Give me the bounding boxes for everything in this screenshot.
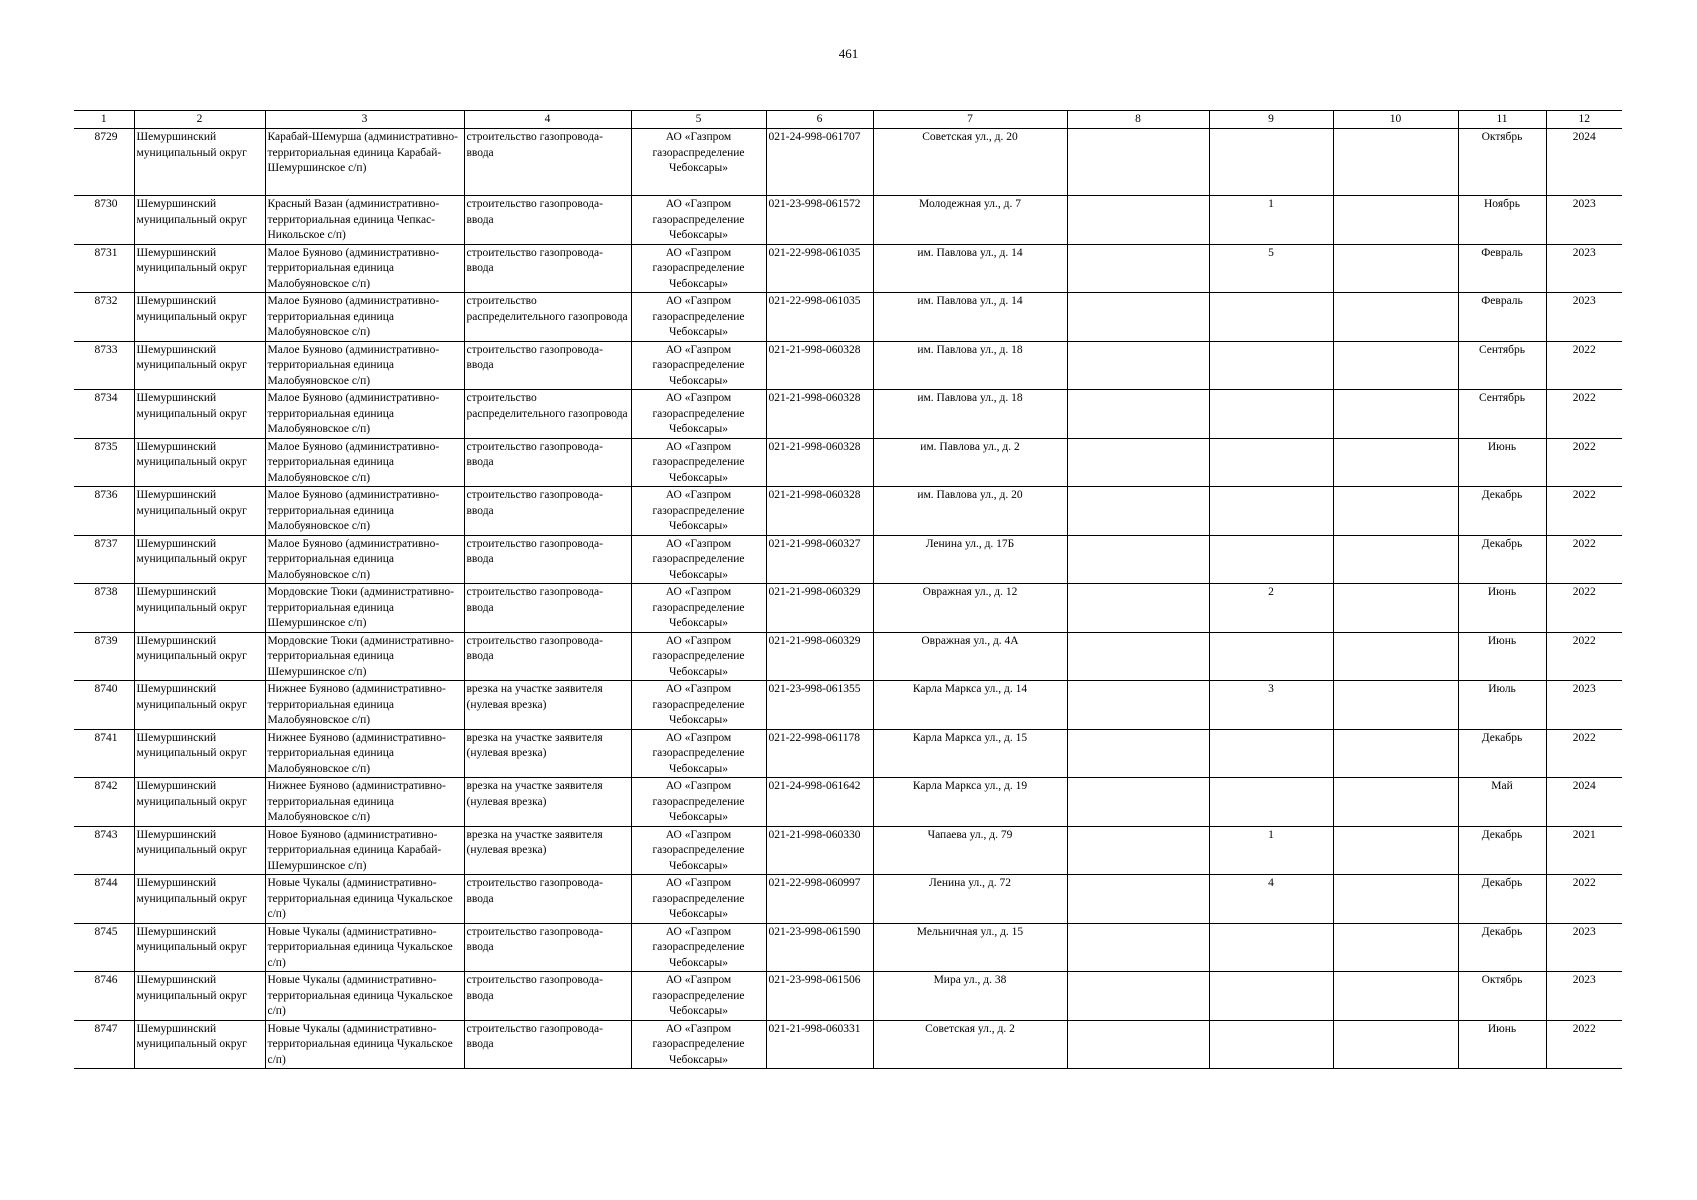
year-cell: 2023 (1546, 972, 1622, 1021)
settlement-cell: Малое Буяново (административно-территориальная единица Малобуяновское с/п) (265, 390, 464, 439)
district-cell: Шемуршинский муниципальный округ (134, 729, 265, 778)
column-8-cell (1067, 487, 1209, 536)
month-cell: Февраль (1458, 244, 1546, 293)
settlement-cell: Новые Чукалы (административно-территориальная единица Чукальское с/п) (265, 923, 464, 972)
organization-cell: АО «Газпром газораспределение Чебоксары» (631, 1020, 766, 1069)
work-type-cell: строительство газопровода-ввода (464, 632, 631, 681)
address-cell: Ленина ул., д. 17Б (873, 535, 1067, 584)
column-8-cell (1067, 196, 1209, 245)
application-code-cell: 021-21-998-060328 (766, 390, 873, 439)
settlement-cell: Нижнее Буяново (административно-территориальная единица Малобуяновское с/п) (265, 729, 464, 778)
table-row (74, 778, 1622, 827)
settlement-cell: Нижнее Буяново (административно-территориальная единица Малобуяновское с/п) (265, 681, 464, 730)
column-10-cell (1333, 1020, 1458, 1069)
work-type-cell: строительство газопровода-ввода (464, 875, 631, 924)
row-number-cell: 8745 (74, 923, 134, 972)
district-cell: Шемуршинский муниципальный округ (134, 390, 265, 439)
work-type-cell: строительство газопровода-ввода (464, 341, 631, 390)
year-cell: 2023 (1546, 681, 1622, 730)
year-cell: 2022 (1546, 390, 1622, 439)
column-9-cell (1209, 390, 1333, 439)
month-cell: Декабрь (1458, 729, 1546, 778)
address-cell: им. Павлова ул., д. 14 (873, 244, 1067, 293)
application-code-cell: 021-21-998-060331 (766, 1020, 873, 1069)
row-number-cell: 8743 (74, 826, 134, 875)
row-number-cell: 8744 (74, 875, 134, 924)
organization-cell: АО «Газпром газораспределение Чебоксары» (631, 390, 766, 439)
column-header: 6 (766, 111, 873, 129)
district-cell: Шемуршинский муниципальный округ (134, 778, 265, 827)
table-row (74, 244, 1622, 293)
application-code-cell: 021-22-998-061178 (766, 729, 873, 778)
column-10-cell (1333, 535, 1458, 584)
organization-cell: АО «Газпром газораспределение Чебоксары» (631, 632, 766, 681)
column-8-cell (1067, 244, 1209, 293)
settlement-cell: Новые Чукалы (административно-территориальная единица Чукальское с/п) (265, 875, 464, 924)
address-cell: Ленина ул., д. 72 (873, 875, 1067, 924)
district-cell: Шемуршинский муниципальный округ (134, 972, 265, 1021)
district-cell: Шемуршинский муниципальный округ (134, 923, 265, 972)
column-8-cell (1067, 535, 1209, 584)
column-10-cell (1333, 632, 1458, 681)
row-number-cell: 8733 (74, 341, 134, 390)
month-cell: Декабрь (1458, 535, 1546, 584)
column-9-cell: 2 (1209, 584, 1333, 633)
organization-cell: АО «Газпром газораспределение Чебоксары» (631, 681, 766, 730)
address-cell: Советская ул., д. 2 (873, 1020, 1067, 1069)
organization-cell: АО «Газпром газораспределение Чебоксары» (631, 826, 766, 875)
address-cell: Мельничная ул., д. 15 (873, 923, 1067, 972)
month-cell: Декабрь (1458, 487, 1546, 536)
table-row (74, 341, 1622, 390)
application-code-cell: 021-23-998-061506 (766, 972, 873, 1021)
address-cell: им. Павлова ул., д. 18 (873, 390, 1067, 439)
work-type-cell: строительство газопровода-ввода (464, 972, 631, 1021)
month-cell: Май (1458, 778, 1546, 827)
work-type-cell: строительство газопровода-ввода (464, 535, 631, 584)
column-header: 8 (1067, 111, 1209, 129)
month-cell: Сентябрь (1458, 341, 1546, 390)
table-row (74, 972, 1622, 1021)
row-number-cell: 8736 (74, 487, 134, 536)
column-10-cell (1333, 129, 1458, 196)
month-cell: Декабрь (1458, 923, 1546, 972)
column-10-cell (1333, 681, 1458, 730)
district-cell: Шемуршинский муниципальный округ (134, 438, 265, 487)
year-cell: 2023 (1546, 244, 1622, 293)
column-9-cell (1209, 923, 1333, 972)
column-10-cell (1333, 729, 1458, 778)
application-code-cell: 021-23-998-061572 (766, 196, 873, 245)
organization-cell: АО «Газпром газораспределение Чебоксары» (631, 129, 766, 196)
application-code-cell: 021-22-998-061035 (766, 244, 873, 293)
column-8-cell (1067, 729, 1209, 778)
year-cell: 2022 (1546, 729, 1622, 778)
organization-cell: АО «Газпром газораспределение Чебоксары» (631, 923, 766, 972)
column-10-cell (1333, 778, 1458, 827)
column-8-cell (1067, 584, 1209, 633)
month-cell: Октябрь (1458, 972, 1546, 1021)
table-row (74, 129, 1622, 196)
table-row (74, 923, 1622, 972)
settlement-cell: Малое Буяново (административно-территориальная единица Малобуяновское с/п) (265, 244, 464, 293)
column-8-cell (1067, 923, 1209, 972)
district-cell: Шемуршинский муниципальный округ (134, 875, 265, 924)
table-row (74, 826, 1622, 875)
settlement-cell: Карабай-Шемурша (административно-территориальная единица Карабай-Шемуршинское с/п) (265, 129, 464, 196)
column-header: 2 (134, 111, 265, 129)
row-number-cell: 8740 (74, 681, 134, 730)
column-header: 11 (1458, 111, 1546, 129)
address-cell: им. Павлова ул., д. 18 (873, 341, 1067, 390)
application-code-cell: 021-21-998-060328 (766, 487, 873, 536)
column-8-cell (1067, 826, 1209, 875)
work-type-cell: врезка на участке заявителя (нулевая врезка) (464, 778, 631, 827)
application-code-cell: 021-24-998-061642 (766, 778, 873, 827)
column-10-cell (1333, 972, 1458, 1021)
work-type-cell: строительство газопровода-ввода (464, 584, 631, 633)
district-cell: Шемуршинский муниципальный округ (134, 129, 265, 196)
column-9-cell: 1 (1209, 196, 1333, 245)
table-row (74, 875, 1622, 924)
table-row (74, 438, 1622, 487)
district-cell: Шемуршинский муниципальный округ (134, 584, 265, 633)
work-type-cell: строительство газопровода-ввода (464, 244, 631, 293)
column-header: 9 (1209, 111, 1333, 129)
address-cell: Мира ул., д. 38 (873, 972, 1067, 1021)
column-header: 10 (1333, 111, 1458, 129)
application-code-cell: 021-21-998-060330 (766, 826, 873, 875)
column-9-cell: 5 (1209, 244, 1333, 293)
settlement-cell: Малое Буяново (административно-территориальная единица Малобуяновское с/п) (265, 341, 464, 390)
column-10-cell (1333, 584, 1458, 633)
organization-cell: АО «Газпром газораспределение Чебоксары» (631, 584, 766, 633)
column-8-cell (1067, 875, 1209, 924)
row-number-cell: 8732 (74, 293, 134, 342)
settlement-cell: Красный Вазан (административно-территориальная единица Чепкас-Никольское с/п) (265, 196, 464, 245)
organization-cell: АО «Газпром газораспределение Чебоксары» (631, 196, 766, 245)
column-9-cell (1209, 1020, 1333, 1069)
table-row (74, 681, 1622, 730)
column-9-cell (1209, 129, 1333, 196)
column-8-cell (1067, 1020, 1209, 1069)
table-row (74, 535, 1622, 584)
column-9-cell (1209, 438, 1333, 487)
application-code-cell: 021-23-998-061355 (766, 681, 873, 730)
column-header: 7 (873, 111, 1067, 129)
column-10-cell (1333, 293, 1458, 342)
address-cell: Овражная ул., д. 4А (873, 632, 1067, 681)
month-cell: Июнь (1458, 632, 1546, 681)
column-10-cell (1333, 341, 1458, 390)
organization-cell: АО «Газпром газораспределение Чебоксары» (631, 293, 766, 342)
year-cell: 2022 (1546, 438, 1622, 487)
row-number-cell: 8730 (74, 196, 134, 245)
settlement-cell: Малое Буяново (административно-территориальная единица Малобуяновское с/п) (265, 535, 464, 584)
application-code-cell: 021-23-998-061590 (766, 923, 873, 972)
column-9-cell (1209, 535, 1333, 584)
district-cell: Шемуршинский муниципальный округ (134, 681, 265, 730)
column-header: 1 (74, 111, 134, 129)
district-cell: Шемуршинский муниципальный округ (134, 632, 265, 681)
column-10-cell (1333, 923, 1458, 972)
work-type-cell: врезка на участке заявителя (нулевая врезка) (464, 729, 631, 778)
year-cell: 2022 (1546, 632, 1622, 681)
organization-cell: АО «Газпром газораспределение Чебоксары» (631, 438, 766, 487)
application-code-cell: 021-21-998-060328 (766, 341, 873, 390)
row-number-cell: 8729 (74, 129, 134, 196)
column-header-row (74, 111, 1622, 129)
column-9-cell: 3 (1209, 681, 1333, 730)
row-number-cell: 8741 (74, 729, 134, 778)
registry-table (74, 110, 1622, 1069)
column-header: 3 (265, 111, 464, 129)
table-row (74, 487, 1622, 536)
year-cell: 2022 (1546, 1020, 1622, 1069)
organization-cell: АО «Газпром газораспределение Чебоксары» (631, 875, 766, 924)
column-9-cell (1209, 729, 1333, 778)
column-header: 4 (464, 111, 631, 129)
work-type-cell: строительство газопровода-ввода (464, 1020, 631, 1069)
column-8-cell (1067, 778, 1209, 827)
organization-cell: АО «Газпром газораспределение Чебоксары» (631, 729, 766, 778)
row-number-cell: 8739 (74, 632, 134, 681)
address-cell: Карла Маркса ул., д. 15 (873, 729, 1067, 778)
column-8-cell (1067, 293, 1209, 342)
column-9-cell (1209, 632, 1333, 681)
settlement-cell: Новое Буяново (административно-территориальная единица Карабай-Шемуршинское с/п) (265, 826, 464, 875)
organization-cell: АО «Газпром газораспределение Чебоксары» (631, 535, 766, 584)
row-number-cell: 8731 (74, 244, 134, 293)
application-code-cell: 021-21-998-060329 (766, 584, 873, 633)
row-number-cell: 8747 (74, 1020, 134, 1069)
settlement-cell: Новые Чукалы (административно-территориальная единица Чукальское с/п) (265, 972, 464, 1021)
organization-cell: АО «Газпром газораспределение Чебоксары» (631, 778, 766, 827)
work-type-cell: строительство распределительного газопровода (464, 390, 631, 439)
column-10-cell (1333, 390, 1458, 439)
column-8-cell (1067, 632, 1209, 681)
table-row (74, 584, 1622, 633)
column-10-cell (1333, 244, 1458, 293)
month-cell: Июнь (1458, 1020, 1546, 1069)
year-cell: 2022 (1546, 341, 1622, 390)
month-cell: Февраль (1458, 293, 1546, 342)
row-number-cell: 8735 (74, 438, 134, 487)
work-type-cell: строительство газопровода-ввода (464, 196, 631, 245)
year-cell: 2024 (1546, 778, 1622, 827)
settlement-cell: Мордовские Тюки (административно-территориальная единица Шемуршинское с/п) (265, 632, 464, 681)
column-9-cell (1209, 341, 1333, 390)
table-row (74, 293, 1622, 342)
district-cell: Шемуршинский муниципальный округ (134, 341, 265, 390)
year-cell: 2022 (1546, 487, 1622, 536)
column-8-cell (1067, 341, 1209, 390)
address-cell: Молодежная ул., д. 7 (873, 196, 1067, 245)
district-cell: Шемуршинский муниципальный округ (134, 244, 265, 293)
application-code-cell: 021-22-998-061035 (766, 293, 873, 342)
work-type-cell: строительство газопровода-ввода (464, 438, 631, 487)
column-8-cell (1067, 390, 1209, 439)
organization-cell: АО «Газпром газораспределение Чебоксары» (631, 341, 766, 390)
settlement-cell: Нижнее Буяново (административно-территориальная единица Малобуяновское с/п) (265, 778, 464, 827)
month-cell: Июнь (1458, 584, 1546, 633)
column-8-cell (1067, 438, 1209, 487)
column-header: 5 (631, 111, 766, 129)
table-row (74, 729, 1622, 778)
month-cell: Октябрь (1458, 129, 1546, 196)
year-cell: 2024 (1546, 129, 1622, 196)
work-type-cell: врезка на участке заявителя (нулевая врезка) (464, 826, 631, 875)
address-cell: им. Павлова ул., д. 14 (873, 293, 1067, 342)
year-cell: 2023 (1546, 293, 1622, 342)
column-9-cell: 1 (1209, 826, 1333, 875)
year-cell: 2022 (1546, 535, 1622, 584)
row-number-cell: 8737 (74, 535, 134, 584)
year-cell: 2022 (1546, 584, 1622, 633)
page-number: 461 (838, 46, 859, 61)
work-type-cell: строительство газопровода-ввода (464, 129, 631, 196)
year-cell: 2022 (1546, 875, 1622, 924)
settlement-cell: Мордовские Тюки (административно-территориальная единица Шемуршинское с/п) (265, 584, 464, 633)
column-10-cell (1333, 487, 1458, 536)
work-type-cell: врезка на участке заявителя (нулевая врезка) (464, 681, 631, 730)
year-cell: 2023 (1546, 196, 1622, 245)
column-10-cell (1333, 826, 1458, 875)
address-cell: Чапаева ул., д. 79 (873, 826, 1067, 875)
column-10-cell (1333, 196, 1458, 245)
column-10-cell (1333, 438, 1458, 487)
column-10-cell (1333, 875, 1458, 924)
organization-cell: АО «Газпром газораспределение Чебоксары» (631, 244, 766, 293)
month-cell: Июль (1458, 681, 1546, 730)
address-cell: Карла Маркса ул., д. 19 (873, 778, 1067, 827)
table-row (74, 632, 1622, 681)
table-row (74, 1020, 1622, 1069)
work-type-cell: строительство распределительного газопровода (464, 293, 631, 342)
settlement-cell: Малое Буяново (административно-территориальная единица Малобуяновское с/п) (265, 438, 464, 487)
work-type-cell: строительство газопровода-ввода (464, 923, 631, 972)
row-number-cell: 8742 (74, 778, 134, 827)
settlement-cell: Малое Буяново (административно-территориальная единица Малобуяновское с/п) (265, 293, 464, 342)
application-code-cell: 021-22-998-060997 (766, 875, 873, 924)
column-9-cell (1209, 293, 1333, 342)
column-9-cell (1209, 778, 1333, 827)
month-cell: Ноябрь (1458, 196, 1546, 245)
work-type-cell: строительство газопровода-ввода (464, 487, 631, 536)
row-number-cell: 8734 (74, 390, 134, 439)
column-9-cell: 4 (1209, 875, 1333, 924)
month-cell: Декабрь (1458, 826, 1546, 875)
district-cell: Шемуршинский муниципальный округ (134, 487, 265, 536)
settlement-cell: Малое Буяново (административно-территориальная единица Малобуяновское с/п) (265, 487, 464, 536)
application-code-cell: 021-21-998-060328 (766, 438, 873, 487)
organization-cell: АО «Газпром газораспределение Чебоксары» (631, 972, 766, 1021)
address-cell: Советская ул., д. 20 (873, 129, 1067, 196)
column-9-cell (1209, 487, 1333, 536)
column-header: 12 (1546, 111, 1622, 129)
month-cell: Декабрь (1458, 875, 1546, 924)
application-code-cell: 021-21-998-060327 (766, 535, 873, 584)
table-row (74, 390, 1622, 439)
table-body (74, 129, 1622, 1069)
column-9-cell (1209, 972, 1333, 1021)
address-cell: им. Павлова ул., д. 20 (873, 487, 1067, 536)
organization-cell: АО «Газпром газораспределение Чебоксары» (631, 487, 766, 536)
address-cell: им. Павлова ул., д. 2 (873, 438, 1067, 487)
address-cell: Карла Маркса ул., д. 14 (873, 681, 1067, 730)
column-8-cell (1067, 129, 1209, 196)
month-cell: Сентябрь (1458, 390, 1546, 439)
row-number-cell: 8738 (74, 584, 134, 633)
column-8-cell (1067, 681, 1209, 730)
district-cell: Шемуршинский муниципальный округ (134, 196, 265, 245)
district-cell: Шемуршинский муниципальный округ (134, 293, 265, 342)
application-code-cell: 021-24-998-061707 (766, 129, 873, 196)
year-cell: 2023 (1546, 923, 1622, 972)
settlement-cell: Новые Чукалы (административно-территориальная единица Чукальское с/п) (265, 1020, 464, 1069)
table-row (74, 196, 1622, 245)
row-number-cell: 8746 (74, 972, 134, 1021)
district-cell: Шемуршинский муниципальный округ (134, 1020, 265, 1069)
year-cell: 2021 (1546, 826, 1622, 875)
application-code-cell: 021-21-998-060329 (766, 632, 873, 681)
district-cell: Шемуршинский муниципальный округ (134, 826, 265, 875)
address-cell: Овражная ул., д. 12 (873, 584, 1067, 633)
column-8-cell (1067, 972, 1209, 1021)
month-cell: Июнь (1458, 438, 1546, 487)
district-cell: Шемуршинский муниципальный округ (134, 535, 265, 584)
